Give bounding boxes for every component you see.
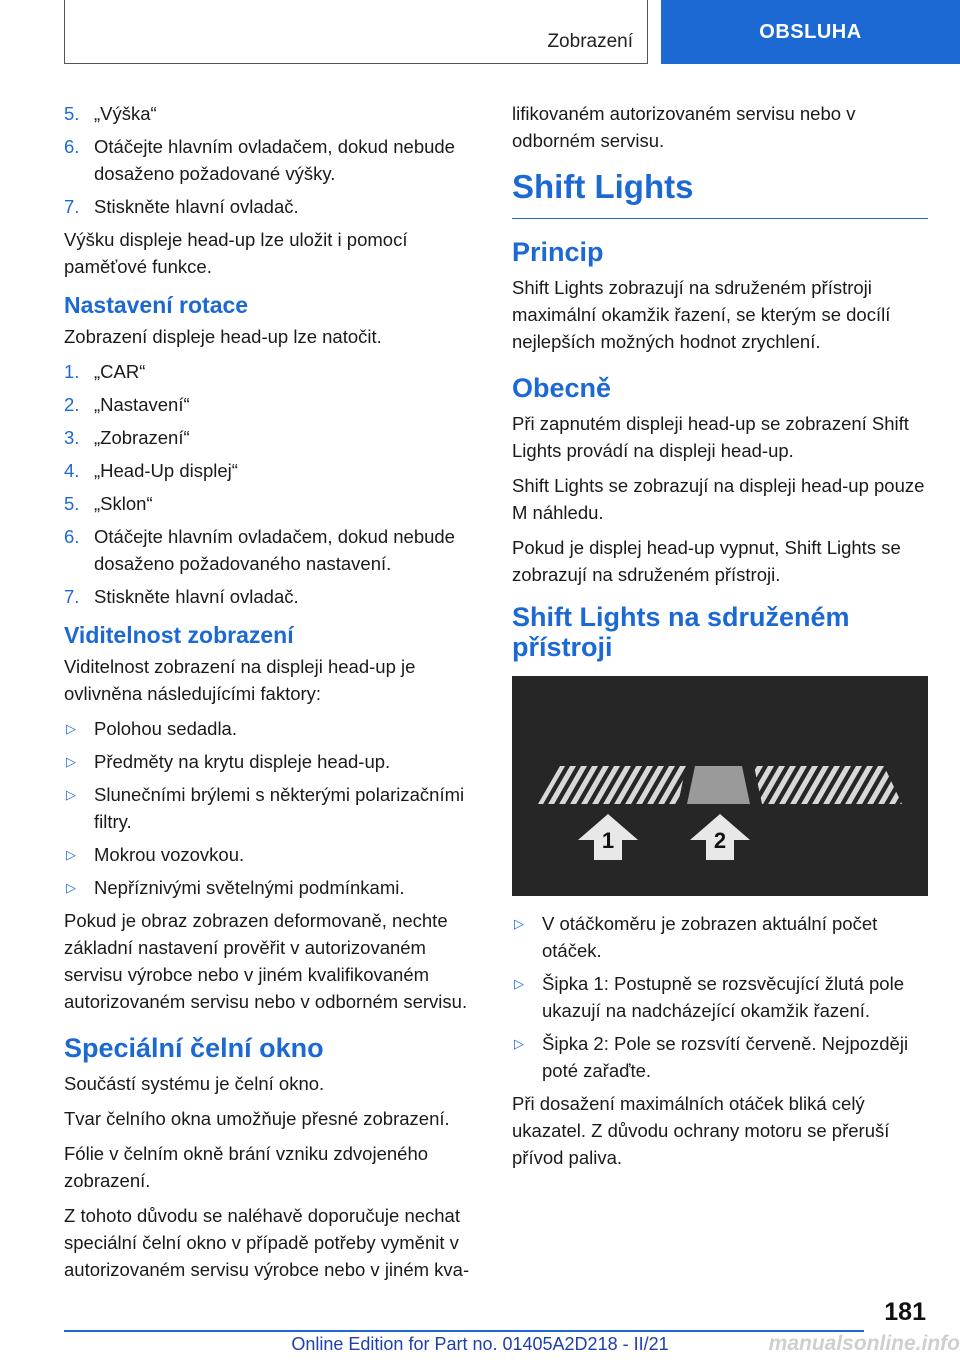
general-paragraph: Při zapnutém displeji head-up se zobrazení Shift Lights provádí na displeji head-up. <box>512 413 909 461</box>
shift-lights-heading: Shift Lights <box>512 168 928 219</box>
list-item <box>512 970 928 1024</box>
step-text: Stiskněte hlavní ovladač. <box>94 586 299 607</box>
height-note: Výšku displeje head-up lze uložit i pomocí paměťové funkce. <box>64 229 408 277</box>
principle-text: Shift Lights zobrazují na sdruženém přístroji maximální okamžik řazení, se kterým se docílí nejlepších možných hodnot zrychlení. <box>512 277 891 352</box>
windshield-paragraph: Součástí systému je čelní okno. <box>64 1073 325 1094</box>
windshield-paragraph: Z tohoto důvodu se naléhavě doporučuje nechat speciální čelní okno v případě potřeby vyměnit v autorizovaném servisu výrobce nebo v jiném kva- <box>64 1205 470 1280</box>
principle-heading: Princip <box>512 237 604 267</box>
header-box <box>64 0 648 64</box>
step-text: Otáčejte hlavním ovladačem, dokud nebude dosaženo požadovaného nastavení. <box>94 526 455 574</box>
step-text: Otáčejte hlavním ovladačem, dokud nebude dosaženo požadované výšky. <box>94 136 455 184</box>
list-item <box>64 424 476 451</box>
general-heading: Obecně <box>512 373 612 403</box>
rotation-heading: Nastavení rotace <box>64 292 249 318</box>
windshield-paragraph: Tvar čelního okna umožňuje přesné zobrazení. <box>64 1108 450 1129</box>
list-item <box>64 583 476 610</box>
shift-light-center-segment <box>687 766 750 804</box>
shift-light-segments-left <box>538 766 686 804</box>
list-item <box>64 490 476 517</box>
shift-light-segments-right <box>754 766 902 804</box>
bullet-text: V otáčkoměru je zobrazen aktuální počet otáček. <box>542 913 878 961</box>
list-item <box>512 910 928 964</box>
cluster-heading: Shift Lights na sdruženém přístroji <box>512 602 850 662</box>
step-text: „Sklon“ <box>94 493 153 514</box>
general-paragraph: Pokud je displej head-up vypnut, Shift Lights se zobrazují na sdruženém přístroji. <box>512 537 901 585</box>
list-item <box>64 781 476 835</box>
step-text: „CAR“ <box>94 361 146 382</box>
rotation-text: Zobrazení displeje head-up lze natočit. <box>64 326 382 347</box>
bullet-text: Šipka 2: Pole se rozsvítí červeně. Nejpozději poté zařaďte. <box>542 1033 909 1081</box>
distortion-text: Pokud je obraz zobrazen deformovaně, nechte základní nastavení prověřit v autorizovaném servisu výrobce nebo v jiném kvalifikovaném autorizovaném servisu nebo v odborném servisu. <box>64 910 468 1012</box>
arrow-2-label: 2 <box>713 828 727 853</box>
list-item <box>64 100 476 127</box>
chapter-tab[interactable]: OBSLUHA <box>661 0 960 64</box>
max-rpm-text: Při dosažení maximálních otáček bliká celý ukazatel. Z důvodu ochrany motoru se přeruší přívod paliva. <box>512 1093 890 1168</box>
step-number: 5. <box>64 493 80 514</box>
bullet-triangle-icon: ▷ <box>514 976 524 991</box>
bullet-text: Šipka 1: Postupně se rozsvěcující žlutá pole ukazují na nadcházející okamžik řazení. <box>542 973 904 1021</box>
list-item <box>512 1030 928 1084</box>
header-section-title: Zobrazení <box>547 31 633 52</box>
height-steps-list <box>64 100 476 220</box>
footer-divider <box>64 1330 864 1332</box>
list-item <box>64 358 476 385</box>
list-item <box>64 874 476 901</box>
step-text: „Výška“ <box>94 103 157 124</box>
step-number: 3. <box>64 427 80 448</box>
list-item <box>64 193 476 220</box>
factor-text: Předměty na krytu displeje head-up. <box>94 751 391 772</box>
windshield-paragraph: Fólie v čelním okně brání vzniku zdvojeného zobrazení. <box>64 1143 429 1191</box>
step-number: 7. <box>64 586 80 607</box>
bullet-triangle-icon: ▷ <box>66 880 76 895</box>
factor-text: Slunečními brýlemi s některými polarizačními filtry. <box>94 784 465 832</box>
visibility-factors-list <box>64 715 476 901</box>
bullet-triangle-icon: ▷ <box>66 787 76 802</box>
step-number: 6. <box>64 526 80 547</box>
step-number: 7. <box>64 196 80 217</box>
rotation-steps-list <box>64 358 476 610</box>
bullet-triangle-icon: ▷ <box>66 754 76 769</box>
bullet-triangle-icon: ▷ <box>514 916 524 931</box>
list-item <box>64 841 476 868</box>
list-item <box>64 715 476 742</box>
shift-lights-bullets <box>512 910 928 1084</box>
step-number: 5. <box>64 103 80 124</box>
page-number: 181 <box>884 1298 926 1326</box>
visibility-text: Viditelnost zobrazení na displeji head-up je ovlivněna následujícími faktory: <box>64 656 416 704</box>
footer-edition: Online Edition for Part no. 01405A2D218 - II/21 <box>291 1334 669 1354</box>
bullet-triangle-icon: ▷ <box>66 847 76 862</box>
factor-text: Polohou sedadla. <box>94 718 237 739</box>
windshield-heading: Speciální čelní okno <box>64 1033 324 1063</box>
list-item <box>64 391 476 418</box>
watermark-site: manualsonline.info <box>768 1332 960 1355</box>
right-column <box>512 100 928 1179</box>
general-paragraph: Shift Lights se zobrazují na displeji head-up pouze M náhledu. <box>512 475 925 523</box>
bullet-triangle-icon: ▷ <box>66 721 76 736</box>
step-number: 2. <box>64 394 80 415</box>
bullet-triangle-icon: ▷ <box>514 1036 524 1051</box>
list-item <box>64 748 476 775</box>
factor-text: Nepříznivými světelnými podmínkami. <box>94 877 405 898</box>
step-number: 6. <box>64 136 80 157</box>
arrow-1-label: 1 <box>601 828 615 853</box>
visibility-heading: Viditelnost zobrazení <box>64 622 294 648</box>
list-item <box>64 457 476 484</box>
list-item <box>64 523 476 577</box>
step-text: Stiskněte hlavní ovladač. <box>94 196 299 217</box>
step-text: „Head-Up displej“ <box>94 460 238 481</box>
list-item <box>64 133 476 187</box>
step-text: „Zobrazení“ <box>94 427 190 448</box>
factor-text: Mokrou vozovkou. <box>94 844 245 865</box>
step-number: 4. <box>64 460 80 481</box>
step-number: 1. <box>64 361 80 382</box>
left-column <box>64 100 476 1291</box>
shift-lights-illustration <box>512 676 928 896</box>
step-text: „Nastavení“ <box>94 394 190 415</box>
continuation-text: lifikovaném autorizovaném servisu nebo v odborném servisu. <box>512 103 856 151</box>
